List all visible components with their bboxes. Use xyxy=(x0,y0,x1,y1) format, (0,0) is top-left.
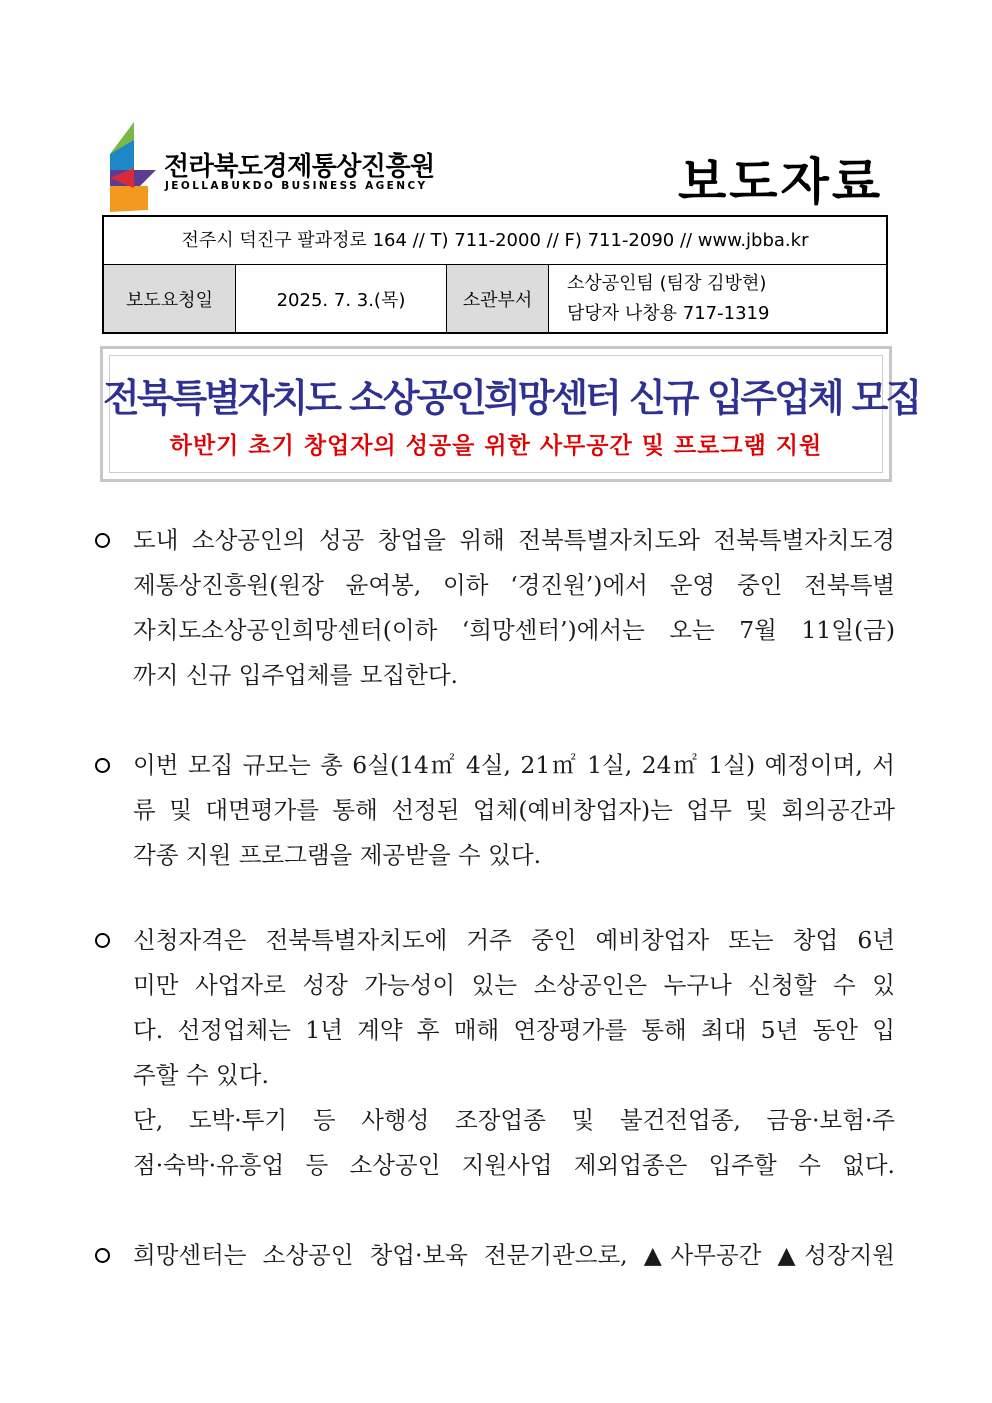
paragraph-line: 단, 도박·투기 등 사행성 조장업종 및 불건전업종, 금융·보험·주 xyxy=(133,1106,895,1134)
request-date-label: 보도요청일 xyxy=(104,265,236,332)
dept-contact: 담당자 나창용 717-1319 xyxy=(567,302,770,324)
circle-bullet-icon xyxy=(95,743,119,788)
dept-team: 소상공인팀 (팀장 김방현) xyxy=(567,272,767,294)
circle-bullet-icon xyxy=(95,1233,119,1278)
paragraph-line: 도내 소상공인의 성공 창업을 위해 전북특별자치도와 전북특별자치도경 xyxy=(133,526,895,554)
agency-logo-icon xyxy=(108,120,164,215)
headline-subtitle: 하반기 초기 창업자의 성공을 위한 사무공간 및 프로그램 지원 xyxy=(169,433,823,459)
contact-line: 전주시 덕진구 팔과정로 164 // T) 711-2000 // F) 711-2090 // www.jbba.kr xyxy=(104,217,886,265)
org-name-ko: 전라북도경제통상진흥원 xyxy=(164,152,435,182)
info-table xyxy=(102,215,888,334)
paragraph-line: 각종 지원 프로그램을 제공받을 수 있다. xyxy=(133,841,542,869)
paragraph-line: 류 및 대면평가를 통해 선정된 업체(예비창업자)는 업무 및 회의공간과 xyxy=(133,796,895,824)
circle-bullet-icon xyxy=(95,918,119,963)
doc-type-title: 보도자료 xyxy=(678,153,884,211)
circle-bullet-icon xyxy=(95,518,119,563)
paragraph-3 xyxy=(95,918,900,1188)
paragraph-line: 까지 신규 입주업체를 모집한다. xyxy=(133,661,458,689)
request-date: 2025. 7. 3.(목) xyxy=(236,265,447,332)
paragraph-line: 자치도소상공인희망센터(이하 ‘희망센터’)에서는 오는 7월 11일(금) xyxy=(133,616,895,644)
paragraph-line: 다. 선정업체는 1년 계약 후 매해 연장평가를 통해 최대 5년 동안 입 xyxy=(133,1016,895,1044)
org-name-en: JEOLLABUKDO BUSINESS AGENCY xyxy=(165,180,428,192)
paragraph-4 xyxy=(95,1233,900,1278)
agency-logo xyxy=(108,120,435,215)
paragraph-line: 미만 사업자로 성장 가능성이 있는 소상공인은 누구나 신청할 수 있 xyxy=(133,971,895,999)
headline-title: 전북특별자치도 소상공인희망센터 신규 입주업체 모집 xyxy=(103,376,920,420)
paragraph-line: 제통상진흥원(원장 윤여봉, 이하 ‘경진원’)에서 운영 중인 전북특별 xyxy=(133,571,895,599)
paragraph-line: 주할 수 있다. xyxy=(133,1061,269,1089)
dept-label: 소관부서 xyxy=(447,265,549,332)
paragraph-line: 신청자격은 전북특별자치도에 거주 중인 예비창업자 또는 창업 6년 xyxy=(133,926,895,954)
dept-info xyxy=(549,265,886,332)
paragraph-line: 이번 모집 규모는 총 6실(14㎡ 4실, 21㎡ 1실, 24㎡ 1실) 예정이며, 서 xyxy=(133,751,895,779)
paragraph-2 xyxy=(95,743,900,878)
paragraph-line: 희망센터는 소상공인 창업·보육 전문기관으로, ▲사무공간 ▲성장지원 xyxy=(133,1241,895,1269)
paragraph-line: 점·숙박·유흥업 등 소상공인 지원사업 제외업종은 입주할 수 없다. xyxy=(133,1151,895,1179)
headline-box xyxy=(100,346,920,482)
paragraph-1 xyxy=(95,518,900,698)
